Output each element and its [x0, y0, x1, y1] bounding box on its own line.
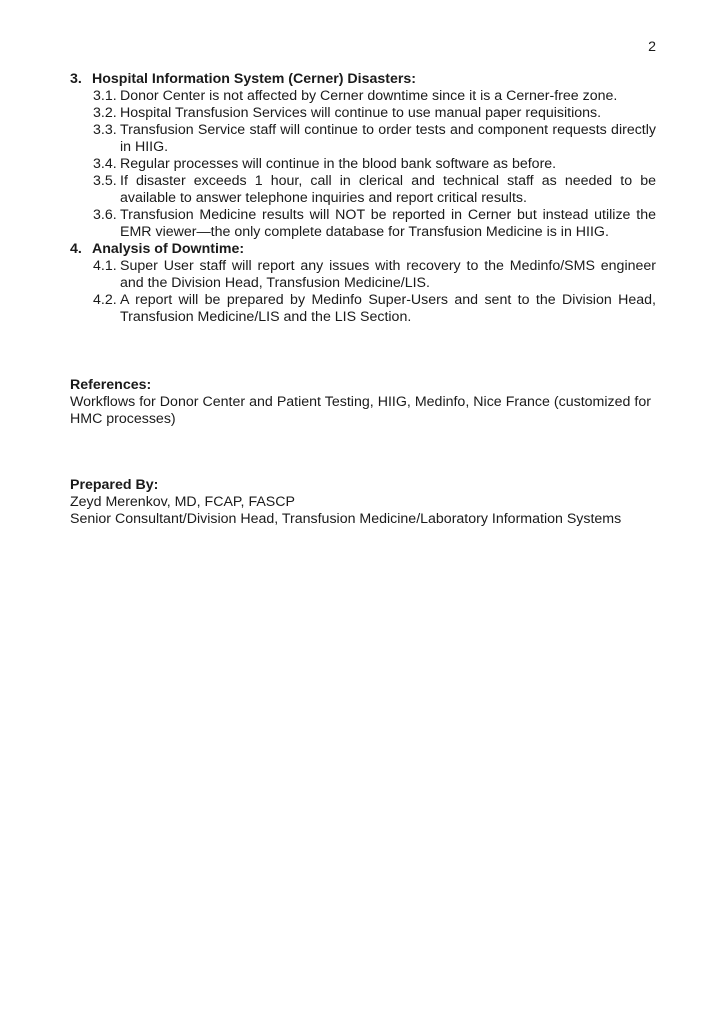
section-number: 3. [70, 71, 82, 87]
item-text: Super User staff will report any issues with recovery to the Medinfo/SMS engineer and the Division Head, Transfusion Medicine/LIS. [120, 258, 656, 291]
item-number: 3.3. [93, 122, 117, 138]
item-number: 3.5. [93, 173, 117, 189]
section-item-list [93, 258, 656, 326]
prepared-by-block [70, 477, 656, 528]
section-heading-row [70, 241, 656, 258]
page-number: 2 [648, 39, 656, 55]
list-item [93, 156, 656, 173]
list-item [93, 292, 656, 326]
item-number: 4.2. [93, 292, 117, 308]
item-number: 3.4. [93, 156, 117, 172]
list-item [93, 207, 656, 241]
item-number: 3.1. [93, 88, 117, 104]
list-item [93, 173, 656, 207]
item-text: Regular processes will continue in the blood bank software as before. [120, 156, 557, 172]
item-number: 3.2. [93, 105, 117, 121]
item-text: Hospital Transfusion Services will continue to use manual paper requisitions. [120, 105, 602, 121]
item-number: 3.6. [93, 207, 117, 223]
item-text: If disaster exceeds 1 hour, call in clerical and technical staff as needed to be available to answer telephone inquiries and report critical results. [120, 173, 656, 206]
list-item [93, 122, 656, 156]
section-analysis-of-downtime [70, 241, 656, 326]
prepared-by-heading: Prepared By: [70, 477, 159, 493]
section-cerner-disasters [70, 71, 656, 241]
list-item [93, 105, 656, 122]
section-title: Analysis of Downtime: [92, 241, 245, 257]
item-number: 4.1. [93, 258, 117, 274]
prepared-by-title: Senior Consultant/Division Head, Transfusion Medicine/Laboratory Information Systems [70, 511, 622, 527]
section-number: 4. [70, 241, 82, 257]
item-text: Donor Center is not affected by Cerner downtime since it is a Cerner-free zone. [120, 88, 618, 104]
item-text: Transfusion Medicine results will NOT be reported in Cerner but instead utilize the EMR viewer—the only complete database for Transfusion Medicine is in HIIG. [120, 207, 656, 240]
section-item-list [93, 88, 656, 241]
references-block [70, 377, 656, 428]
item-text: Transfusion Service staff will continue to order tests and component requests directly in HIIG. [120, 122, 656, 155]
item-text: A report will be prepared by Medinfo Super-Users and sent to the Division Head, Transfusion Medicine/LIS and the LIS Section. [120, 292, 656, 325]
section-title: Hospital Information System (Cerner) Disasters: [92, 71, 417, 87]
prepared-by-name: Zeyd Merenkov, MD, FCAP, FASCP [70, 494, 295, 510]
references-heading: References: [70, 377, 152, 393]
list-item [93, 258, 656, 292]
page-content [70, 39, 656, 528]
section-heading-row [70, 71, 656, 88]
references-text: Workflows for Donor Center and Patient Testing, HIIG, Medinfo, Nice France (customized for HMC processes) [70, 394, 651, 427]
list-item [93, 88, 656, 105]
